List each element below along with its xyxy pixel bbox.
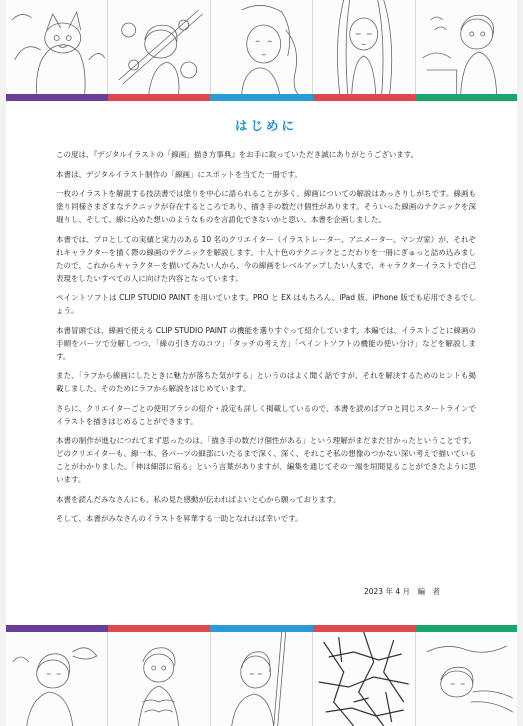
color-bar-segment (415, 625, 517, 632)
line-art-icon (313, 632, 414, 726)
paragraph: 本書では、プロとしての実績と実力のある 10 名のクリエイター（イラストレーター、アニメーター、マンガ家）が、それぞれキャラクターを描く際の線画のテクニックを解説します。十人十色のテクニックとこだわりを一冊にぎゅっと詰め込みましたので、これからキャラクターを描いてみたい人から、今の線画をレベルアップしたい人まで、キャラクターイラストで自己表現をしたいすべての人に向けた内容となっています。 (56, 234, 476, 283)
paragraph: ペイントソフトは CLIP STUDIO PAINT を用いています。PRO と EX はもちろん、iPad 版、iPhone 版でも応用できるでしょう。 (56, 293, 476, 315)
color-bar-segment (415, 94, 517, 101)
page-title: はじめに (234, 118, 297, 133)
illustration-panel-4 (313, 0, 415, 94)
paragraph: そして、本書がみなさんのイラストを昇華する一助となれれば幸いです。 (56, 514, 303, 523)
paragraph: 本書冒頭では、線画で使える CLIP STUDIO PAINT の機能を選りすぐって紹介しています。本編では、イラストごとに線画の手順をパーツで分解しつつ、「線の引き方のコツ」「タッチの考え方」「ペイントソフトの機能の使い分け」などを解説します。 (56, 325, 477, 361)
line-art-icon (313, 0, 414, 94)
paragraph: 本書を読んだみなさんにも、私の見た感動が伝わればよいと心から願っております。 (56, 494, 341, 504)
paragraph: 本書は、デジタルイラスト制作の「線画」にスポットを当てた一冊です。 (56, 169, 302, 179)
color-bar-segment (108, 625, 210, 632)
illustration-panel-10 (416, 632, 517, 726)
paragraph: 本書の制作が進むにつれてまず思ったのは、「描き手の数だけ個性がある」という理解がまだまだ甘かったということです。どのクリエイターも、線一本、各パーツの細部にいたるまで深く、深く、それこそ私の想像のつかない深い考えで描いていることがわかりました。「神は細部に宿る」という言葉がありますが、編集を通じてその一端を垣間見ることができたように思います。 (56, 436, 476, 484)
color-bar-segment (210, 94, 312, 101)
color-bar-segment (210, 625, 312, 632)
color-bar-segment (6, 94, 108, 101)
line-art-icon (416, 0, 517, 94)
illustration-panel-6 (6, 632, 108, 726)
line-art-icon (211, 632, 312, 726)
illustration-panel-5 (416, 0, 517, 94)
signature-date: 2023 年 4 月 編 者 (363, 587, 440, 596)
line-art-icon (416, 632, 517, 726)
line-art-icon (108, 0, 209, 94)
line-art-icon (211, 0, 312, 94)
illustration-panel-9 (313, 632, 415, 726)
paragraph: この度は、『デジタルイラストの「線画」描き方事典』をお手に取っていただき誠にありがとうございます。 (56, 150, 419, 159)
illustration-panel-1 (6, 0, 108, 94)
illustration-panel-2 (108, 0, 210, 94)
bottom-color-bar (6, 625, 517, 632)
color-bar-segment (313, 625, 415, 632)
top-color-bar (6, 94, 517, 101)
top-illustration-strip (6, 0, 517, 94)
book-page (6, 0, 517, 726)
line-art-icon (6, 0, 107, 94)
color-bar-segment (313, 94, 415, 101)
illustration-panel-7 (108, 632, 210, 726)
bottom-illustration-strip (6, 632, 517, 726)
line-art-icon (108, 632, 209, 726)
illustration-panel-3 (211, 0, 313, 94)
color-bar-segment (108, 94, 210, 101)
color-bar-segment (6, 625, 108, 632)
paragraph: 一枚のイラストを解説する技法書では塗りを中心に語られることが多く、線画についての解説はあっさりしがちです。線画も塗り同様さまざまなテクニックが存在するところであり、描き手の数だけ個性があります。そういった線画のテクニックを深堀りし、そして、線に込めた想いのようなものを言語化できないかと思い、本書を企画しました。 (56, 189, 476, 224)
line-art-icon (6, 632, 107, 726)
paragraph: また、「ラフから線画にしたときに魅力が落ちた気がする」というのはよく聞く話ですが、それを解決するためのヒントも掲載しました。そのためにラフから解説をはじめています。 (56, 371, 476, 393)
preface-content (56, 118, 476, 532)
illustration-panel-8 (211, 632, 313, 726)
paragraph: さらに、クリエイターごとの使用ブラシの紹介・設定も詳しく掲載しているので、本書を読めばプロと同じスタートラインでイラストを描きはじめることができます。 (56, 403, 476, 426)
